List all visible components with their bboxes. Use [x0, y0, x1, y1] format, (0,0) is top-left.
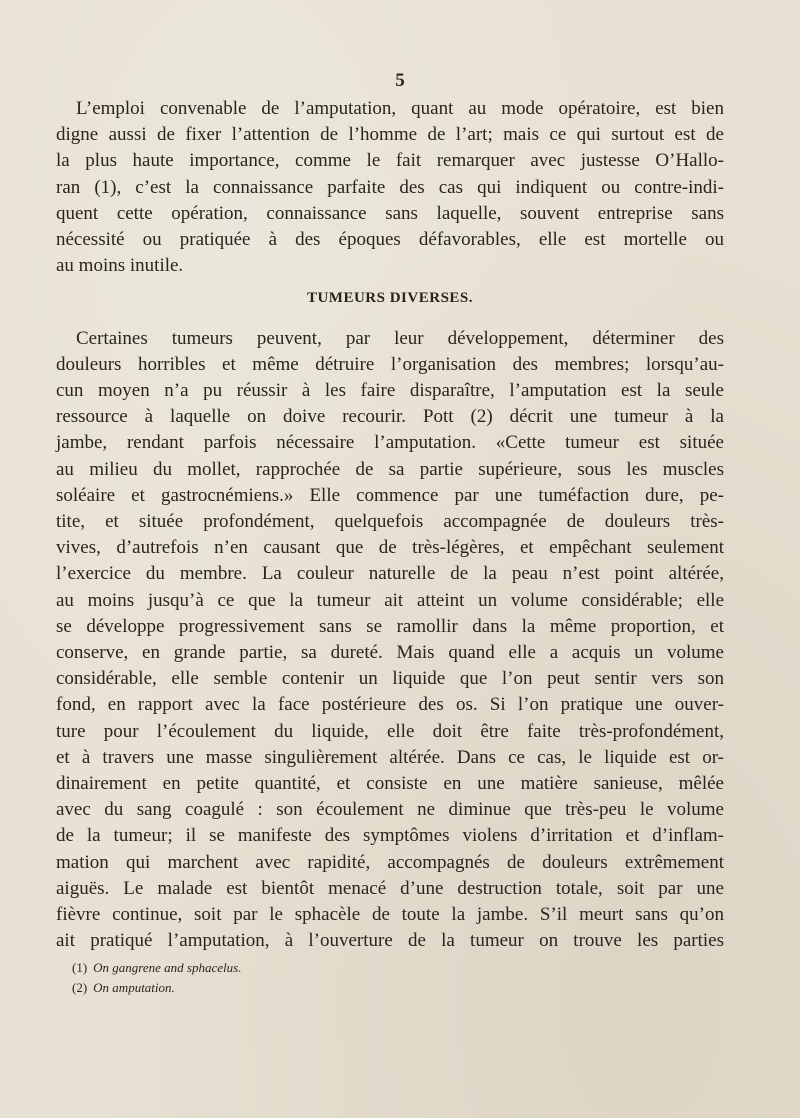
- text-line: tite, et située profondément, quelquefois accompagnée de douleurs très-: [56, 511, 724, 533]
- text-line: douleurs horribles et même détruire l’organisation des membres; lorsqu’au-: [56, 353, 724, 375]
- text-line: la plus haute importance, comme le fait remarquer avec justesse O’Hallo-: [56, 150, 724, 172]
- text-line: L’emploi convenable de l’amputation, quant au mode opératoire, est bien: [76, 98, 724, 119]
- text-line: digne aussi de fixer l’attention de l’homme de l’art; mais ce qui surtout est de: [56, 124, 724, 146]
- text-line: vives, d’autrefois n’en causant que de très-légères, et empêchant seulement: [56, 537, 724, 559]
- footnote-2: [72, 978, 241, 998]
- footnote-text: On gangrene and sphacelus.: [93, 960, 242, 975]
- text-line: l’exercice du membre. La couleur naturelle de la peau n’est point altérée,: [56, 563, 724, 585]
- footnotes: [72, 958, 241, 998]
- section-heading: TUMEURS DIVERSES.: [306, 290, 474, 307]
- footnote-text: On amputation.: [93, 980, 175, 995]
- paragraph-tumeurs: [56, 326, 724, 955]
- page-number: 5: [395, 70, 405, 91]
- footnote-1: [72, 958, 241, 978]
- text-line: fièvre continue, soit par le sphacèle de toute la jambe. S’il meurt sans qu’on: [56, 904, 724, 926]
- text-line: se développe progressivement sans se ramollir dans la même proportion, et: [56, 615, 724, 637]
- text-line: jambe, rendant parfois nécessaire l’amputation. «Cette tumeur est située: [56, 432, 724, 454]
- text-line: avec du sang coagulé : son écoulement ne diminue que très-peu le volume: [56, 799, 724, 821]
- text-line: et à travers une masse singulièrement altérée. Dans ce cas, le liquide est or-: [56, 746, 724, 768]
- text-line: ait pratiqué l’amputation, à l’ouverture de la tumeur on trouve les parties: [56, 930, 724, 952]
- text-line: considérable, elle semble contenir un liquide que l’on peut sentir vers son: [56, 668, 724, 690]
- main-text: [56, 96, 724, 955]
- text-line: de la tumeur; il se manifeste des symptômes violens d’irritation et d’inflam-: [56, 825, 724, 847]
- text-line: au moins jusqu’à ce que la tumeur ait atteint un volume considérable; elle: [56, 589, 724, 611]
- text-line: ressource à laquelle on doive recourir. Pott (2) décrit une tumeur à la: [56, 406, 724, 428]
- text-line: aiguës. Le malade est bientôt menacé d’une destruction totale, soit par une: [56, 877, 724, 899]
- text-line: conserve, en grande partie, sa dureté. Mais quand elle a acquis un volume: [56, 642, 724, 664]
- text-line: mation qui marchent avec rapidité, accompagnés de douleurs extrêmement: [56, 851, 724, 873]
- text-line: soléaire et gastrocnémiens.» Elle commence par une tuméfaction dure, pe-: [56, 484, 724, 506]
- paragraph-amputation-intro: [56, 96, 724, 279]
- text-line: fond, en rapport avec la face postérieure des os. Si l’on pratique une ouver-: [56, 694, 724, 716]
- text-line: au milieu du mollet, rapprochée de sa partie supérieure, sous les muscles: [56, 458, 724, 480]
- text-line: ture pour l’écoulement du liquide, elle doit être faite très-profondément,: [56, 720, 724, 742]
- text-line: cun moyen n’a pu réussir à les faire disparaître, l’amputation est la seule: [56, 380, 724, 402]
- text-line: au moins inutile.: [56, 255, 184, 277]
- text-line: dinairement en petite quantité, et consiste en une matière sanieuse, mêlée: [56, 773, 724, 795]
- text-line: quent cette opération, connaissance sans laquelle, souvent entreprise sans: [56, 202, 724, 224]
- footnote-mark: (1): [72, 960, 88, 975]
- text-line: Certaines tumeurs peuvent, par leur développement, déterminer des: [76, 327, 724, 349]
- text-line: ran (1), c’est la connaissance parfaite des cas qui indiquent ou contre-indi-: [56, 176, 724, 198]
- footnote-mark: (2): [72, 980, 88, 995]
- text-line: nécessité ou pratiquée à des époques défavorables, elle est mortelle ou: [56, 229, 724, 251]
